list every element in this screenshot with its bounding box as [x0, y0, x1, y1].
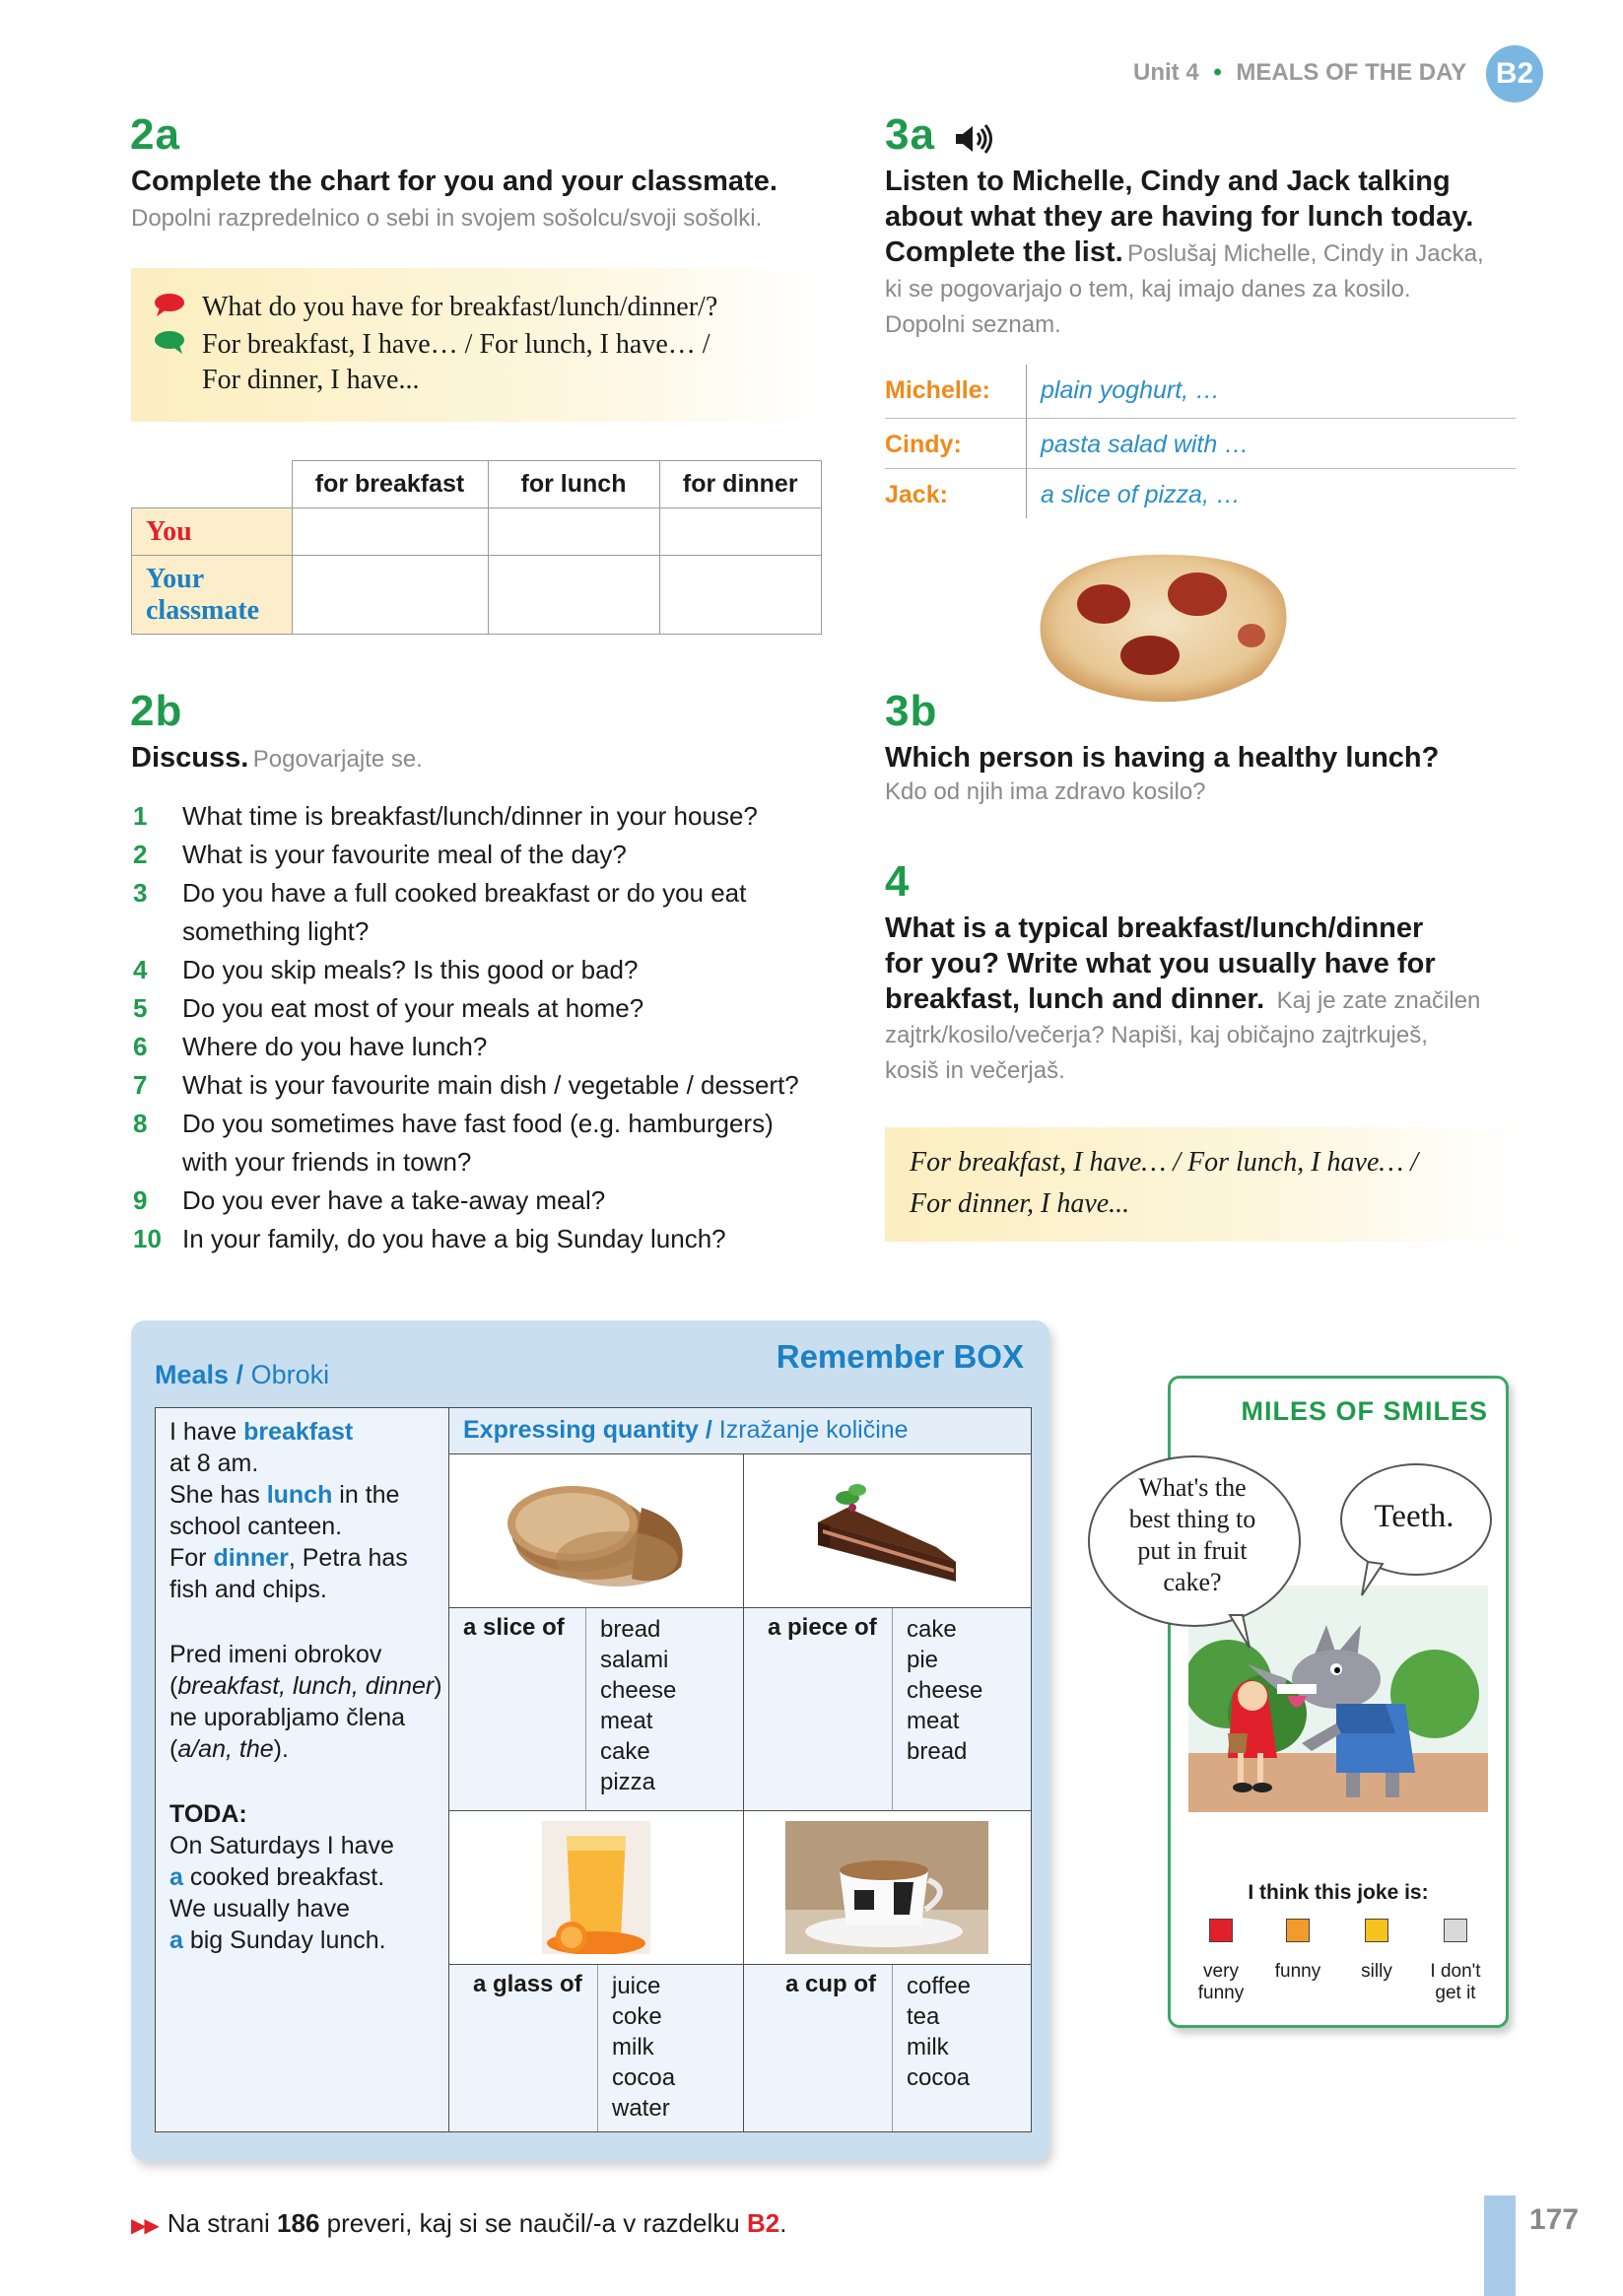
rating-label-line2: get it [1435, 1983, 1476, 2003]
question-text: Do you eat most of your meals at home? [182, 993, 644, 1023]
miles-of-smiles-box [1128, 1376, 1509, 2028]
discussion-question [133, 1143, 843, 1182]
slice-item: pizza [600, 1769, 656, 1795]
slice-of-label: a slice of [463, 1614, 565, 1641]
chocolate-cake-image [808, 1468, 971, 1591]
meals-label: Meals / [155, 1360, 244, 1389]
row-classmate-line1: Your [146, 563, 205, 594]
rule-line1: Pred imeni obrokov [169, 1641, 382, 1668]
col-dinner: for dinner [659, 461, 822, 508]
orange-juice-image [542, 1821, 650, 1954]
joke-question-line2: best thing to [1128, 1505, 1256, 1533]
unit-label: Unit 4 [1133, 59, 1199, 86]
glass-of-label: a glass of [473, 1971, 582, 1997]
meals-ex2-end: school canteen. [169, 1513, 343, 1540]
question-number: 8 [133, 1109, 148, 1138]
rule-line2: (breakfast, lunch, dinner) [169, 1672, 442, 1700]
exercise-3a-translation2: ki se pogovarjajo o tem, kaj imajo danes za kosilo. [885, 276, 1411, 303]
quantity-label: Expressing quantity / [463, 1416, 712, 1444]
remember-box [131, 1320, 1049, 2161]
piece-item: meat [907, 1708, 960, 1734]
exercise-4-instruction-end: breakfast, lunch and dinner. [885, 983, 1265, 1015]
exercise-3a-number: 3a [885, 110, 935, 159]
rating-label: silly [1361, 1961, 1392, 1982]
rating-option[interactable] [1257, 1919, 1338, 1983]
glass-item: water [612, 2095, 670, 2122]
question-text: Where do you have lunch? [182, 1032, 488, 1061]
question-text: Do you skip meals? Is this good or bad? [182, 955, 639, 984]
slice-item: bread [600, 1616, 661, 1643]
slice-item: cake [600, 1738, 650, 1765]
discussion-question [133, 1066, 843, 1105]
answer-bubble-tail [1358, 1560, 1387, 1599]
rating-option[interactable] [1415, 1919, 1496, 2004]
exercise-2b-heading [131, 740, 423, 777]
lunch-name-cindy: Cindy: [885, 431, 962, 458]
meals-heading [155, 1360, 329, 1390]
example-answer-line1: For breakfast, I have… / For lunch, I have… / [202, 329, 710, 360]
discussion-question [133, 989, 843, 1028]
exercise-4-example-line2: For dinner, I have... [910, 1188, 1130, 1219]
col-lunch: for lunch [488, 461, 659, 508]
row-you: You [132, 508, 293, 556]
exercise-4-translation1: Kaj je zate značilen [1276, 987, 1481, 1014]
exercise-3a-translation1: Poslušaj Michelle, Cindy in Jacka, [1127, 240, 1484, 267]
running-header: Unit 4 • MEALS OF THE DAY [1133, 59, 1467, 86]
question-text: with your friends in town? [182, 1147, 472, 1177]
question-text: What is your favourite main dish / vegetable / dessert? [182, 1070, 799, 1100]
cell-classmate-dinner[interactable] [659, 556, 822, 635]
slice-items [600, 1614, 676, 1797]
toda-line2: a cooked breakfast. [169, 1863, 385, 1891]
joke-question-line3: put in fruit [1137, 1536, 1248, 1565]
cup-item: milk [907, 2034, 949, 2060]
sliced-bread-image [494, 1468, 701, 1591]
question-number: 10 [133, 1224, 162, 1253]
lunch-name-michelle: Michelle: [885, 376, 990, 404]
rating-checkbox[interactable] [1209, 1919, 1233, 1942]
piece-label-cell [744, 1608, 893, 1811]
unit-title: MEALS OF THE DAY [1236, 59, 1467, 86]
question-bubble-tail [1225, 1613, 1254, 1653]
double-arrow-icon: ▶▶ [131, 2215, 158, 2237]
slice-label-cell [449, 1608, 586, 1811]
juice-image-cell [449, 1811, 744, 1965]
red-speech-bubble-icon [153, 292, 186, 322]
question-number: 6 [133, 1032, 148, 1061]
question-text: What is your favourite meal of the day? [182, 840, 627, 869]
rating-checkbox[interactable] [1365, 1919, 1388, 1942]
glass-items-cell [598, 1965, 744, 2131]
joke-title: MILES OF SMILES [1241, 1396, 1488, 1426]
meals-ex3-end: fish and chips. [169, 1576, 327, 1603]
exercise-3a-line1: Listen to Michelle, Cindy and Jack talking [885, 166, 1451, 197]
footer-page-ref: 186 [277, 2208, 320, 2238]
rating-options [1181, 1919, 1496, 2003]
toda-line1: On Saturdays I have [169, 1832, 394, 1859]
lunch-value-michelle[interactable]: plain yoghurt, … [1041, 376, 1221, 404]
exercise-2a-number: 2a [130, 110, 180, 159]
piece-item: bread [907, 1738, 968, 1765]
piece-of-label: a piece of [768, 1614, 877, 1641]
discussion-question-list [133, 797, 843, 1258]
cup-items [907, 1971, 971, 2093]
rating-prompt: I think this joke is: [1248, 1881, 1429, 1904]
meals-translation: Obroki [250, 1360, 330, 1389]
discussion-question [133, 1220, 843, 1258]
cell-classmate-lunch[interactable] [488, 556, 659, 635]
pizza-slice-image [1025, 537, 1301, 714]
exercise-4-example-box [885, 1127, 1516, 1242]
cup-label-cell [744, 1965, 893, 2131]
cup-of-label: a cup of [785, 1971, 877, 1997]
lunch-row [885, 365, 1516, 419]
exercise-2b-translation: Pogovarjajte se. [252, 746, 423, 773]
section-badge: B2 [1486, 45, 1543, 102]
discussion-question [133, 1028, 843, 1066]
list-divider [1026, 365, 1027, 518]
cake-image-cell [744, 1454, 1031, 1608]
glass-items [612, 1971, 675, 2124]
word-dinner: dinner [213, 1544, 289, 1572]
slice-item: cheese [600, 1677, 677, 1704]
question-number: 9 [133, 1185, 148, 1215]
meals-column [155, 1407, 449, 2132]
exercise-4-example-line1: For breakfast, I have… / For lunch, I have… / [910, 1147, 1419, 1178]
slice-item: meat [600, 1708, 653, 1734]
exercise-2b-instruction: Discuss. [131, 742, 249, 774]
page-number: 177 [1529, 2203, 1580, 2236]
exercise-3a-translation3: Dopolni seznam. [885, 311, 1061, 338]
page-tab-marker [1484, 2195, 1516, 2296]
bread-image-cell [449, 1454, 744, 1608]
cup-item: cocoa [907, 2064, 971, 2091]
col-breakfast: for breakfast [292, 461, 488, 508]
question-text: something light? [182, 916, 370, 946]
toda-line4: a big Sunday lunch. [169, 1926, 386, 1954]
question-number: 1 [133, 801, 148, 831]
cup-items-cell [893, 1965, 1031, 2131]
question-number: 3 [133, 878, 148, 908]
rating-checkbox[interactable] [1444, 1919, 1467, 1942]
speech-example-box [131, 268, 821, 422]
glass-item: juice [612, 1973, 661, 1999]
example-question: What do you have for breakfast/lunch/dinner/? [202, 292, 718, 322]
slice-items-cell [586, 1608, 744, 1811]
quantity-translation: Izražanje količine [718, 1416, 909, 1444]
coffee-cup-image [785, 1821, 988, 1954]
piece-items-cell [893, 1608, 1031, 1811]
question-number: 4 [133, 955, 148, 984]
joke-question-line1: What's the [1138, 1473, 1247, 1502]
question-text: Do you sometimes have fast food (e.g. hamburgers) [182, 1109, 774, 1138]
footer-section-ref: B2 [746, 2208, 780, 2238]
cell-you-dinner[interactable] [659, 508, 822, 556]
lunch-row [885, 419, 1516, 469]
rule-line4: (a/an, the). [169, 1735, 289, 1763]
glass-item: milk [612, 2034, 654, 2060]
rule-line3: ne uporabljamo člena [169, 1704, 406, 1731]
piece-item: pie [907, 1647, 939, 1673]
exercise-4-line1: What is a typical breakfast/lunch/dinner [885, 912, 1424, 944]
lunch-row [885, 469, 1516, 520]
slice-item: salami [600, 1647, 669, 1673]
cell-you-lunch[interactable] [488, 508, 659, 556]
audio-speaker-icon[interactable] [952, 122, 995, 161]
lunch-list [885, 365, 1516, 520]
coffee-image-cell [744, 1811, 1031, 1965]
question-number: 7 [133, 1070, 148, 1100]
word-lunch: lunch [266, 1481, 333, 1509]
meals-ex3: For dinner, Petra has [169, 1544, 408, 1572]
exercise-4-number: 4 [885, 857, 911, 906]
cup-item: coffee [907, 1973, 971, 1999]
exercise-4-line3 [885, 981, 1480, 1019]
cell-classmate-breakfast[interactable] [292, 556, 488, 635]
discussion-question [133, 836, 843, 874]
exercise-2a-instruction: Complete the chart for you and your classmate. [131, 166, 778, 197]
rating-label: I don't [1430, 1961, 1481, 1982]
rating-option[interactable] [1336, 1919, 1417, 1983]
discussion-question [133, 951, 843, 989]
row-classmate-line2: classmate [146, 594, 260, 626]
rating-label-line2: funny [1197, 1983, 1245, 2003]
exercise-4-line2: for you? Write what you usually have for [885, 948, 1436, 979]
exercise-2a-translation: Dopolni razpredelnico o sebi in svojem sošolcu/svoji sošolki. [131, 205, 763, 232]
piece-item: cheese [907, 1677, 983, 1704]
discussion-question [133, 874, 843, 912]
piece-item: cake [907, 1616, 957, 1643]
exercise-3b-instruction: Which person is having a healthy lunch? [885, 742, 1440, 774]
meals-ex2: She has lunch in the [169, 1481, 400, 1509]
question-text: What time is breakfast/lunch/dinner in your house? [182, 801, 758, 831]
question-text: Do you ever have a take-away meal? [182, 1185, 606, 1215]
question-number: 2 [133, 840, 148, 869]
rating-label: very [1203, 1961, 1239, 1982]
exercise-3b-number: 3b [885, 687, 938, 735]
rating-label: funny [1274, 1961, 1321, 1982]
example-answer-line2: For dinner, I have... [202, 365, 420, 395]
exercise-3a-line3 [885, 235, 1484, 272]
discussion-question [133, 1105, 843, 1143]
glass-item: coke [612, 2003, 662, 2030]
question-text: In your family, do you have a big Sunday lunch? [182, 1224, 726, 1253]
exercise-4-translation3: kosiš in večerjaš. [885, 1057, 1065, 1084]
meals-examples [169, 1416, 445, 1956]
lunch-value-jack[interactable]: a slice of pizza, … [1041, 481, 1241, 508]
joke-question [1088, 1472, 1297, 1598]
cell-you-breakfast[interactable] [292, 508, 488, 556]
green-speech-bubble-icon [153, 329, 186, 360]
exercise-3a-instruction-end: Complete the list. [885, 236, 1123, 268]
meals-ex1: I have breakfast [169, 1418, 354, 1446]
cup-item: tea [907, 2003, 940, 2030]
meals-ex1-end: at 8 am. [169, 1450, 259, 1477]
exercise-3b-translation: Kdo od njih ima zdravo kosilo? [885, 778, 1206, 805]
exercise-4-translation2: zajtrk/kosilo/večerja? Napiši, kaj običajno zajtrkuješ, [885, 1022, 1428, 1048]
toda-label: TODA: [169, 1800, 247, 1828]
quantity-header [449, 1408, 1031, 1454]
word-breakfast: breakfast [243, 1418, 354, 1446]
remember-box-title: Remember BOX [776, 1338, 1024, 1375]
toda-line3: We usually have [169, 1895, 350, 1923]
exercise-2b-number: 2b [130, 687, 183, 735]
question-text: Do you have a full cooked breakfast or do you eat [182, 878, 747, 908]
rating-checkbox[interactable] [1286, 1919, 1310, 1942]
quantity-grid [448, 1407, 1032, 2132]
glass-label-cell [449, 1965, 598, 2131]
lunch-value-cindy[interactable]: pasta salad with … [1041, 431, 1250, 458]
question-number: 5 [133, 993, 148, 1023]
joke-question-line4: cake? [1163, 1568, 1222, 1596]
piece-items [907, 1614, 982, 1767]
rating-option[interactable] [1181, 1919, 1261, 2004]
joke-answer: Teeth. [1374, 1499, 1454, 1534]
exercise-3a-line2: about what they are having for lunch today. [885, 201, 1474, 233]
discussion-question [133, 797, 843, 836]
glass-item: cocoa [612, 2064, 676, 2091]
discussion-question [133, 1182, 843, 1220]
footer-note: ▶▶ Na strani 186 preveri, kaj si se naučil/-a v razdelku B2. [131, 2208, 787, 2238]
chart-2a [131, 460, 822, 635]
lunch-name-jack: Jack: [885, 481, 948, 508]
discussion-question [133, 912, 843, 951]
row-classmate [132, 556, 293, 635]
